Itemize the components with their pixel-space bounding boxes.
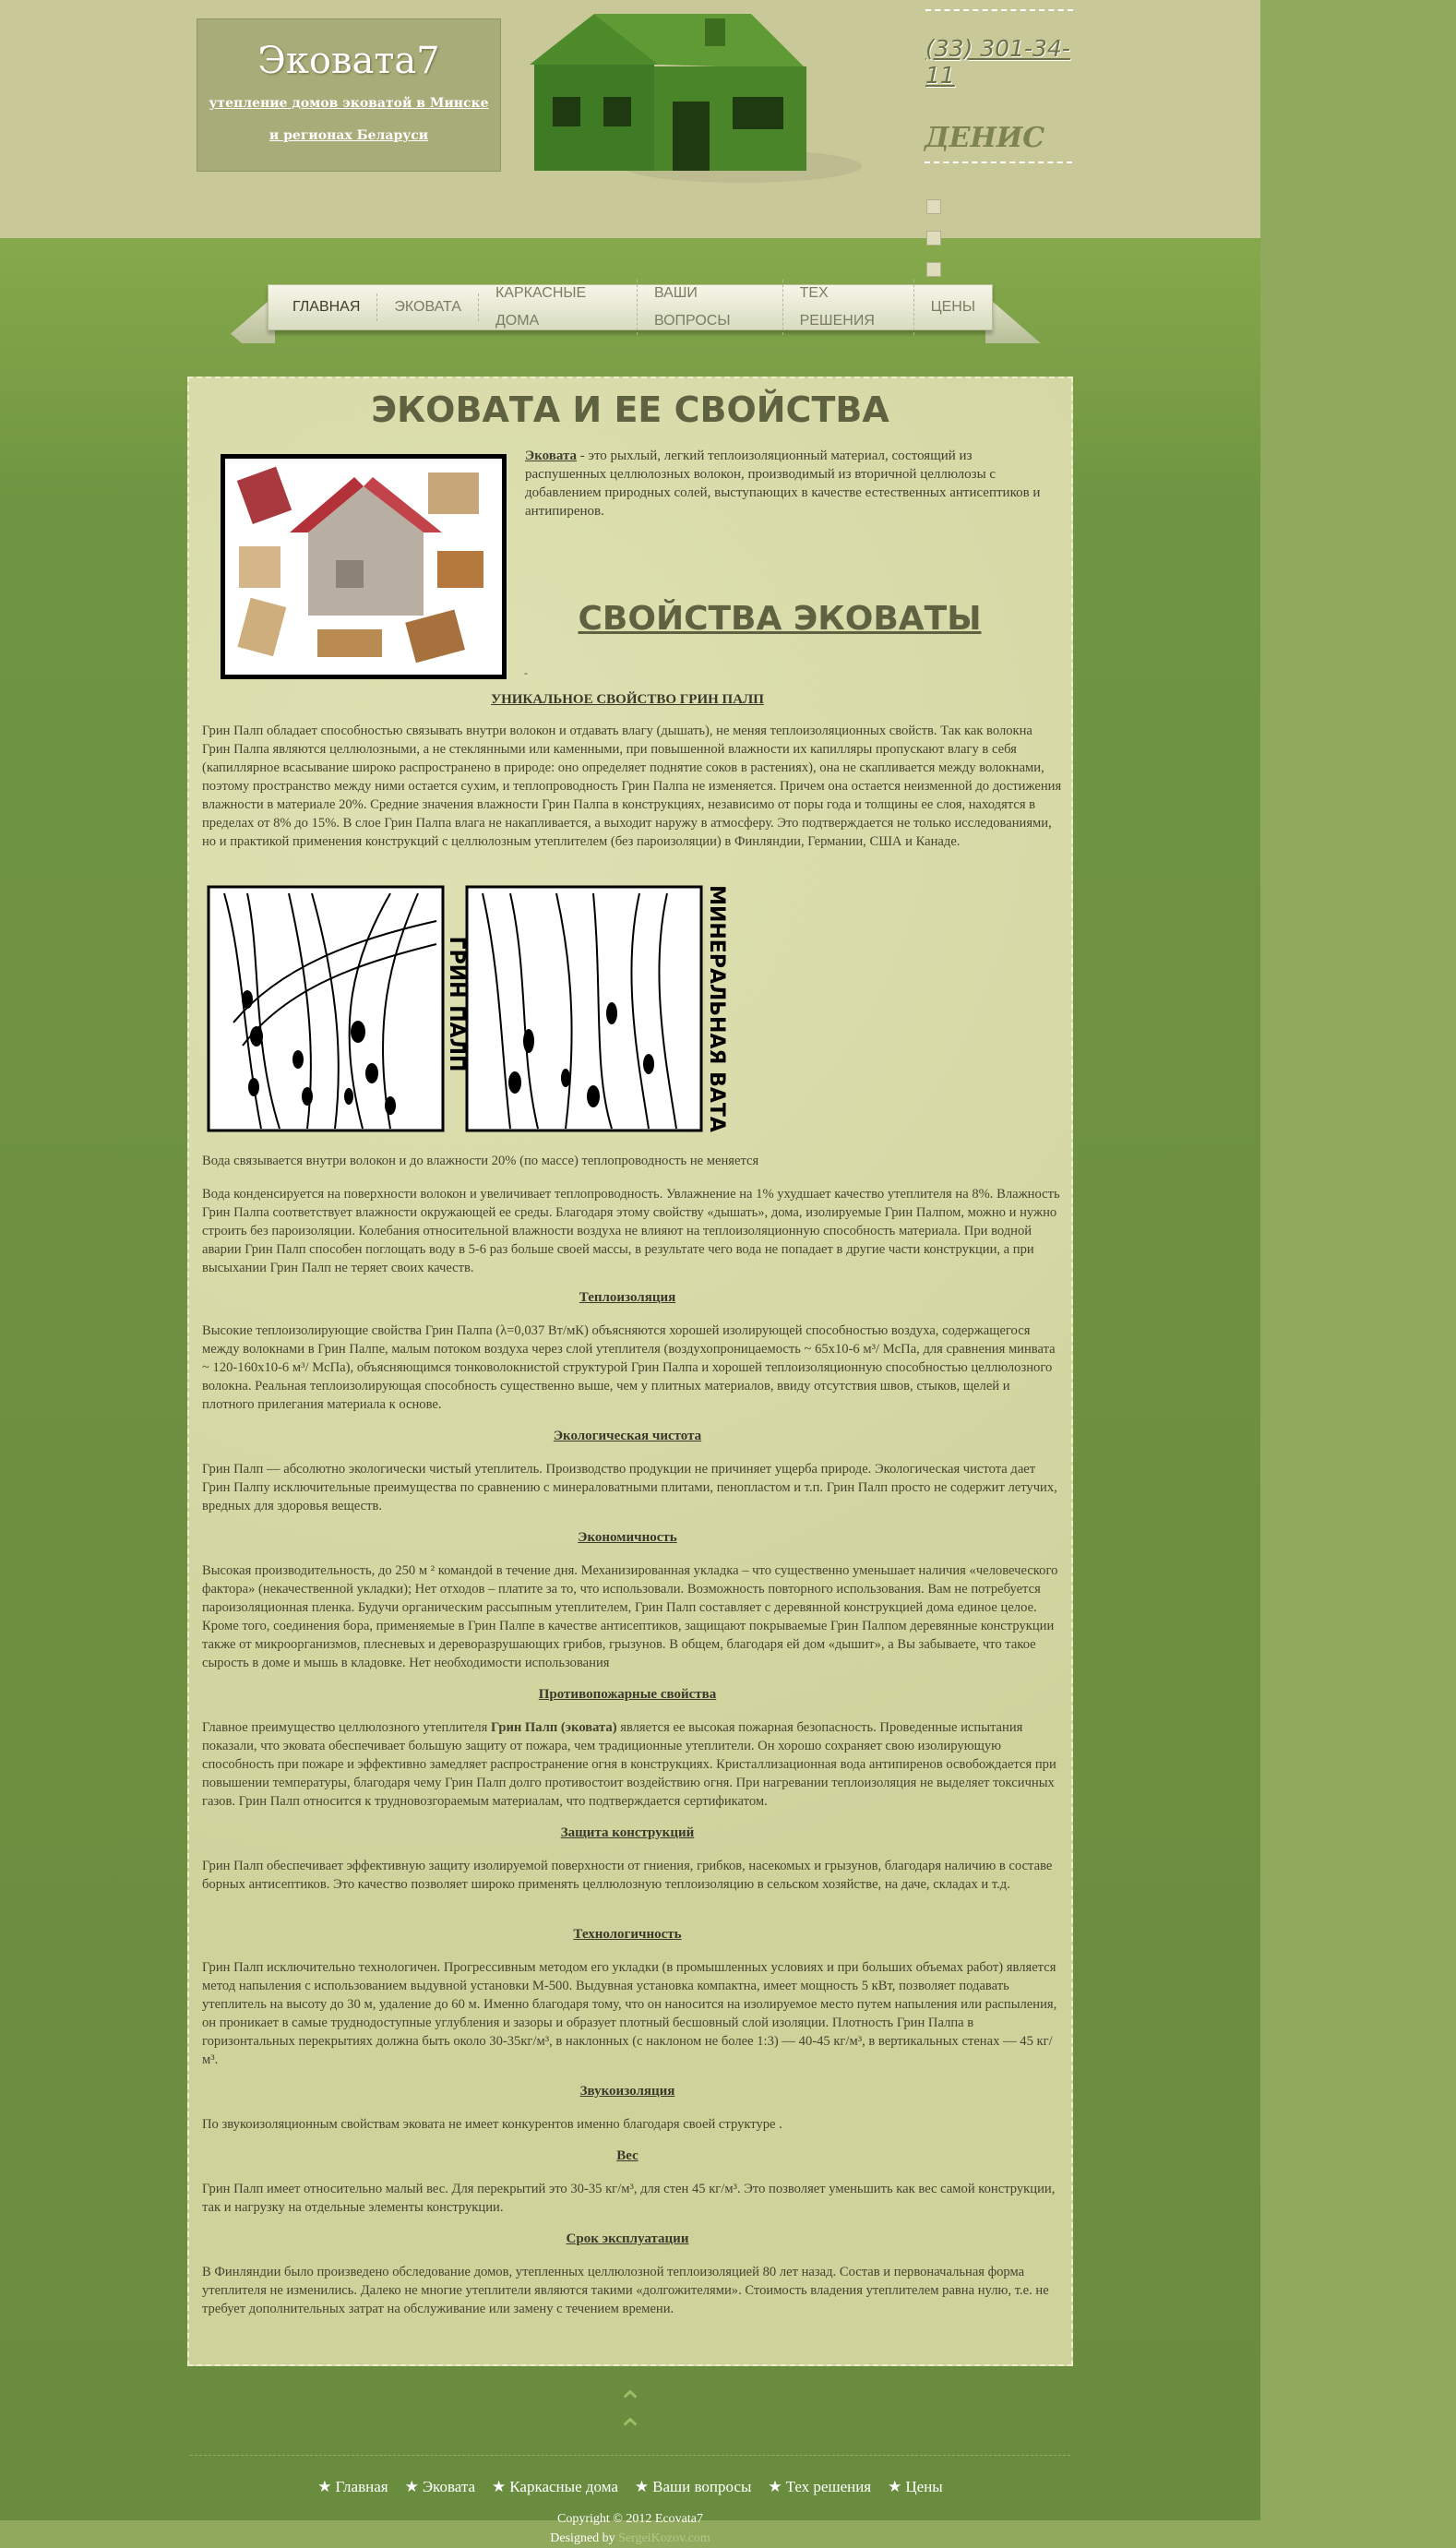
copyright-text: Copyright © 2012 Ecovata7	[557, 2512, 703, 2526]
logo[interactable]	[197, 18, 501, 172]
designer-line	[190, 2529, 1070, 2548]
paragraph-condense: Вода конденсируется на поверхности волокон и увеличивает теплопроводность. Увлажнение на 1% ухудшает качество утеплителя на 8%. Влажность Грин Палпа соответствует влажности окружающей ее среды. Благодаря этому свойству «дышать», дома, изолируемые Грин Палпом, можно и нужно строить без пароизоляции. Колебания относительной влажности воздуха не влияют на теплоизоляционную способность материала. При водной аварии Грин Палп способен поглощать воду в 5-6 раз больше своей массы, в результате чего вода не попадает в другие части конструкции, а при высыхании Грин Палп не теряет своих качеств.	[202, 1187, 1060, 1275]
header	[0, 0, 1260, 238]
footer-link-home[interactable]: ★ Главная	[317, 2478, 388, 2495]
copyright	[190, 2509, 1070, 2548]
fire-text-bold: Грин Палп (эковата)	[490, 1720, 617, 1735]
nav-item-home[interactable]: ГЛАВНАЯ	[276, 293, 377, 321]
footer-divider	[190, 2455, 1070, 2456]
heading-unique: УНИКАЛЬНОЕ СВОЙСТВО ГРИН ПАЛП	[491, 692, 764, 707]
star-icon: ★	[492, 2478, 507, 2495]
nav-item-tech-solutions[interactable]: ТЕХ РЕШЕНИЯ	[783, 280, 914, 335]
designed-by-label: Designed by	[550, 2531, 615, 2545]
heading-econ: Экономичность	[578, 1530, 677, 1545]
nav-item-questions[interactable]: ВАШИ ВОПРОСЫ	[638, 280, 783, 335]
fire-text-a: Главное преимущество целлюлозного утеплителя	[202, 1720, 491, 1735]
star-icon: ★	[768, 2478, 782, 2495]
nav-item-frame-houses[interactable]: КАРКАСНЫЕ ДОМА	[479, 280, 638, 335]
heading-tech: Технологичность	[573, 1927, 682, 1942]
intro-text	[525, 447, 1051, 520]
heading-protect: Защита конструкций	[560, 1825, 695, 1840]
fire-text-c: является ее высокая пожарная безопасность. Проведенные испытания показали, что эковата обеспечивает большую защиту от пожара, чем традиционные утеплители. Он хорошо сохраняет свою изолирующую способность при пожаре и эффективно замедляет распространение огня в конструкциях. Кристаллизационная вода антипиренов освобождается при повышении температуры, благодаря чему Грин Палп долго противостоит воздействию огня. При нагревании теплоизоляция не выделяет токсичных газов. Грин Палп относится к трудновозгораемым материалам, что подтверждается сертификатом.	[202, 1720, 1056, 1809]
star-icon: ★	[404, 2478, 419, 2495]
paragraph-thermal: Высокие теплоизолирующие свойства Грин Палпа (λ=0,037 Вт/мК) объясняются хорошей изолирующей способностью воздуха, содержащегося между волокнами в Грин Палпе, малым потоком воздуха через слой утеплителя (воздухопроницаемость ~ 65х10-6 м³/ МсПа, для сравнения минвата ~ 120-160х10-6 м³/ МсПа), объясняющимся тонковолокнистой структурой Грин Палпа и хорошей теплоизоляционную способностью целлюлозного волокна. Реальная теплоизолирующая способность существенно выше, чем у плитных материалов, ввиду отсутствия швов, стыков, щелей и плотного прилегания материала к основе.	[202, 1323, 1056, 1412]
paragraph-weight: Грин Палп имеет относительно малый вес. Для перекрытий это 30-35 кг/м³, для стен 45 кг/м³. Это позволяет уменьшить как вес самой конструкции, так и нагрузку на отдельные элементы конструкции.	[202, 2182, 1056, 2215]
contact-name: ДЕНИС	[925, 122, 1072, 163]
star-icon: ★	[317, 2478, 332, 2495]
paragraph-protect: Грин Палп обеспечивает эффективную защиту изолируемой поверхности от гниения, грибков, насекомых и грызунов, благодаря наличию в составе борных антисептиков. Это качество позволяет широко применять целлюлозную теплоизоляцию в сельском хозяйстве, на даче, складах и т.д.	[202, 1859, 1053, 1892]
fiber-comparison-diagram	[206, 884, 728, 1137]
main-nav	[268, 284, 993, 330]
heading-fire: Противопожарные свойства	[538, 1687, 717, 1702]
footer-link-questions[interactable]: ★ Ваши вопросы	[634, 2478, 752, 2495]
intro-term[interactable]: Эковата	[525, 449, 578, 463]
paragraph-fire	[202, 1718, 1062, 1811]
intro-description: - это рыхлый, легкий теплоизоляционный материал, состоящий из распушенных целлюлозных волокон, производимый из вторичной целлюлозы с добавлением природных солей, выступающих в качестве естественных антисептиков и антипиренов.	[525, 449, 1041, 519]
section-title: СВОЙСТВА ЭКОВАТЫ	[578, 600, 982, 638]
heading-life: Срок эксплуатации	[566, 2231, 689, 2246]
logo-tagline[interactable]: утепление домов эковатой в Минске и регионах Беларуси	[209, 96, 489, 143]
diagram-label-left: ГРИН ПАЛП	[445, 936, 468, 1072]
footer-link-prices[interactable]: ★ Цены	[888, 2478, 943, 2495]
logo-name: Эковата7	[257, 40, 440, 82]
insulation-illustration	[221, 454, 507, 679]
paragraph-life: В Финляндии было произведено обследование домов, утепленных целлюлозной теплоизоляцией 80 лет назад. Состав и первоначальная форма утеплителя не изменились. Далеко не многие утеплители являются такими «долгожителями». Стоимость владения утеплителем равна нулю, т.е. не требует дополнительных затрат на обслуживание или замену с течением времени.	[202, 2265, 1049, 2316]
paragraph-unique: Грин Палп обладает способностью связывать внутри волокон и отдавать влагу (дышать), не меняя теплоизоляционных свойств. Так как волокна Грин Палпа являются целлюлозными, а не стеклянными или каменными, при повышенной влажности их капилляры пропускают влагу в себя (капиллярное всасывание широко распространено в природе: оно определяет поднятие соков в растениях), она не скапливается между волокнами, поэтому пространство между ними остается сухим, и теплопроводность Грин Палпа не изменяется. Причем она остается неизменной до достижения влажности в материале 20%. Средние значения влажности Грин Палпа в конструкциях, независимо от поры года и толщины ее слоя, находятся в пределах от 8% до 15%. В слое Грин Палпа влага не накапливается, а выходит наружу в атмосферу. Это подтверждается не только исследованиями, но и практикой применения конструкций с целлюлозным утеплителем (без пароизоляции) в Финляндии, Германии, США и Канаде.	[202, 724, 1062, 849]
heading-sound: Звукоизоляция	[579, 2084, 675, 2099]
heading-thermal: Теплоизоляция	[579, 1290, 676, 1305]
star-icon: ★	[888, 2478, 902, 2495]
house-image	[511, 9, 853, 185]
paragraph-econ: Высокая производительность, до 250 м ² командой в течение дня. Механизированная укладка – что существенно уменьшает наличия «человеческого фактора» (некачественной укладки); Нет отходов – платите за то, что использовали. Возможность повторного использования. Вам не потребуется пароизоляционная пленка. Будучи органическим рассыпным утеплителем, Грин Палп составляет с деревянной конструкцией дома единое целое. Кроме того, соединения бора, применяемые в Грин Палпе в качестве антисептиков, защищают покрываемые Грин Палпом деревянные конструкции также от микроорганизмов, плесневых и дереворазрушающих грибов, грызунов. В общем, благодаря ей дом «дышит», а Вы забываете, что такое сырость в доме и мышь в кладовке. Нет необходимости использования	[202, 1563, 1058, 1670]
heading-weight: Вес	[616, 2148, 638, 2163]
nav-item-ecovata[interactable]: ЭКОВАТА	[377, 293, 479, 321]
diagram-label-right: МИНЕРАЛЬНАЯ ВАТА	[705, 885, 728, 1132]
paragraph-water: Вода связывается внутри волокон и до влажности 20% (по массе) теплопроводность не меняется	[202, 1154, 759, 1168]
social-icon[interactable]	[926, 199, 941, 214]
paragraph-eco: Грин Палп — абсолютно экологически чистый утеплитель. Производство продукции не причиняет ущерба природе. Экологическая чистота дает Грин Палпу исключительные преимущества по сравнению с минераловатными плитами, пенопластом и т.п. Грин Палп просто не содержит летучих, вредных для здоровья веществ.	[202, 1462, 1057, 1513]
footer-link-frame-houses[interactable]: ★ Каркасные дома	[492, 2478, 618, 2495]
footer	[190, 2387, 1070, 2548]
phone-link[interactable]: (33) 301-34-11	[925, 9, 1073, 89]
dash-text: -	[524, 666, 528, 679]
page-title: ЭКОВАТА И ЕЕ СВОЙСТВА	[371, 389, 889, 430]
footer-link-ecovata[interactable]: ★ Эковата	[404, 2478, 476, 2495]
paragraph-sound: По звукоизоляционным свойствам эковата не имеет конкурентов именно благодаря своей структуре .	[202, 2117, 782, 2132]
scroll-top-icon[interactable]: ⌃ ⌃	[616, 2387, 644, 2448]
content-panel	[187, 377, 1073, 2366]
heading-eco: Экологическая чистота	[553, 1429, 702, 1443]
star-icon: ★	[634, 2478, 650, 2495]
nav-item-prices[interactable]: ЦЕНЫ	[930, 299, 975, 315]
footer-link-tech[interactable]: ★ Тех решения	[768, 2478, 872, 2495]
social-icon[interactable]	[926, 262, 941, 277]
designer-link[interactable]: SergeiKozov.com	[618, 2531, 710, 2545]
paragraph-tech: Грин Палп исключительно технологичен. Прогрессивным методом его укладки (в промышленных условиях и при больших объемах работ) является метод напыления с использованием выдувной установки М-500. Выдувная установка компактна, имеет мощность 5 кВт, позволяет подавать утеплитель на высоту до 30 м, удаление до 60 м. Именно благодаря тому, что он наносится на изолируемое место путем напыления или распыления, он проникает в самые труднодоступные углубления и зазоры и образует плотный бесшовный слой изоляции. Плотность Грин Палпа в горизонтальных перекрытиях должна быть около 30-35кг/м³, в наклонных (с наклоном не более 1:3) — 40-45 кг/м³, в вертикальных стенах — 45 кг/м³.	[202, 1960, 1057, 2067]
social-icon[interactable]	[926, 231, 941, 245]
